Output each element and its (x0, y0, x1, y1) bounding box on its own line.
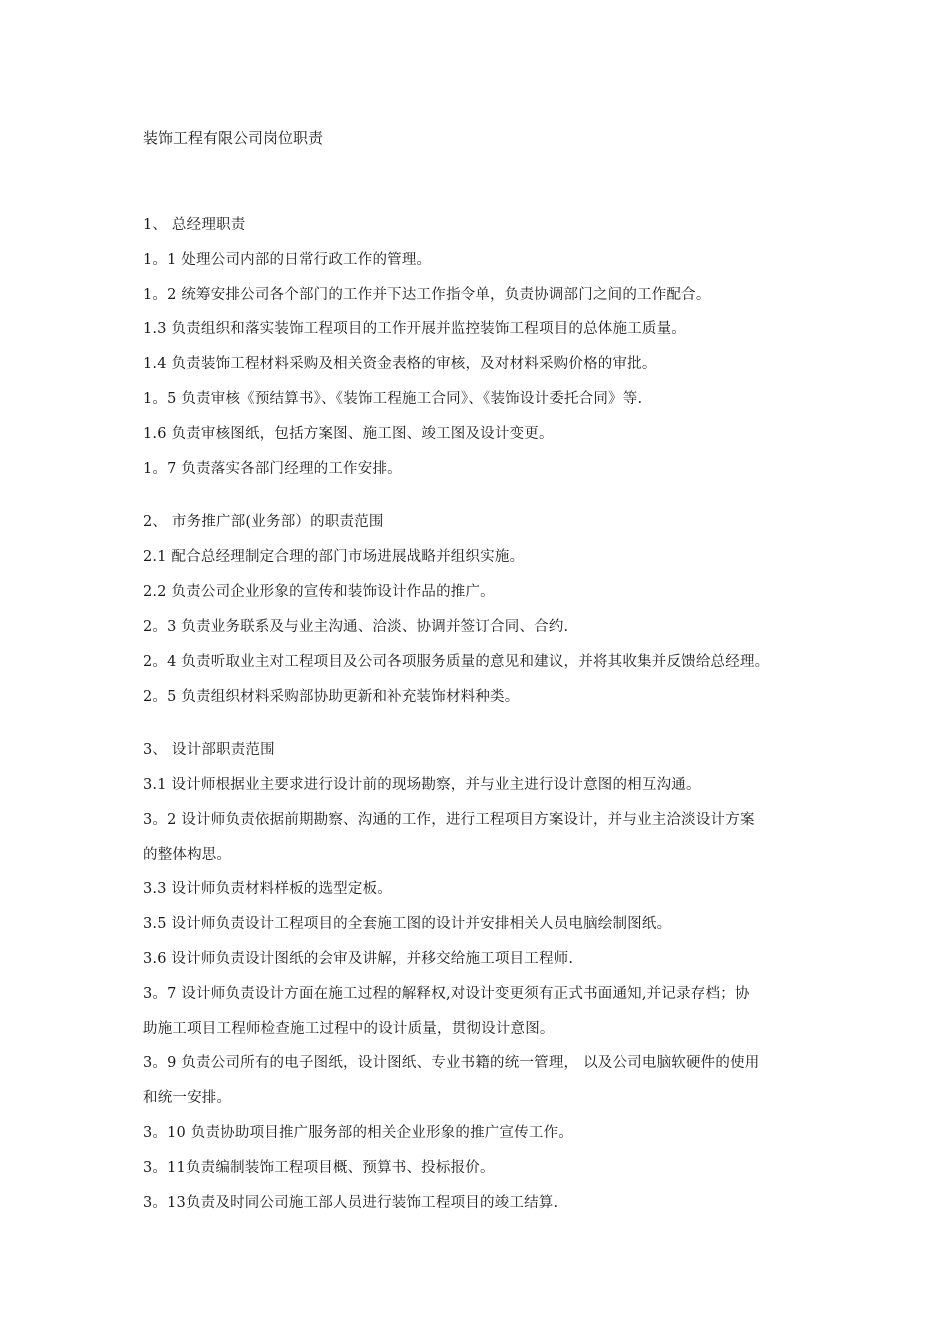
section-2-item: 2.1 配合总经理制定合理的部门市场进展战略并组织实施。 (143, 549, 525, 565)
section-3-item: 3。10 负责协助项目推广服务部的相关企业形象的推广宣传工作。 (143, 1125, 573, 1141)
section-1-item: 1。5 负责审核《预结算书》、《装饰工程施工合同》、《装饰设计委托合同》等. (143, 391, 643, 407)
section-2-item: 2.2 负责公司企业形象的宣传和装饰设计作品的推广。 (143, 584, 495, 600)
section-1-item: 1。7 负责落实各部门经理的工作安排。 (143, 461, 402, 477)
section-3-item: 3。9 负责公司所有的电子图纸，设计图纸、专业书籍的统一管理， 以及公司电脑软硬件的使用 (143, 1055, 760, 1071)
section-3-item: 3。13负责及时同公司施工部人员进行装饰工程项目的竣工结算. (143, 1195, 559, 1211)
section-3-item-continued: 的整体构思。 (143, 847, 232, 863)
section-3-item: 3.1 设计师根据业主要求进行设计前的现场勘察，并与业主进行设计意图的相互沟通。 (143, 777, 701, 793)
section-3-item: 3.5 设计师负责设计工程项目的全套施工图的设计并安排相关人员电脑绘制图纸。 (143, 916, 672, 932)
section-3-item: 3。7 设计师负责设计方面在施工过程的解释权,对设计变更须有正式书面通知,并记录存档；协 (143, 986, 750, 1002)
section-2-item: 2。4 负责听取业主对工程项目及公司各项服务质量的意见和建议，并将其收集并反馈给总经理。 (143, 654, 770, 670)
section-1-item: 1.6 负责审核图纸，包括方案图、施工图、竣工图及设计变更。 (143, 426, 554, 442)
section-3-item-continued: 助施工项目工程师检查施工过程中的设计质量，贯彻设计意图。 (143, 1021, 555, 1037)
section-1-item: 1。2 统筹安排公司各个部门的工作并下达工作指令单，负责协调部门之间的工作配合。 (143, 287, 711, 303)
section-1-item: 1.3 负责组织和落实装饰工程项目的工作开展并监控装饰工程项目的总体施工质量。 (143, 321, 686, 337)
section-1-item: 1.4 负责装饰工程材料采购及相关资金表格的审核，及对材料采购价格的审批。 (143, 356, 657, 372)
section-3-item-continued: 和统一安排。 (143, 1090, 232, 1106)
section-2-heading: 2、 市务推广部(业务部）的职责范围 (143, 514, 384, 530)
section-3-item: 3.6 设计师负责设计图纸的会审及讲解，并移交给施工项目工程师. (143, 951, 574, 967)
section-2-item: 2。3 负责业务联系及与业主沟通、洽淡、协调并签订合同、合约. (143, 619, 569, 635)
section-3-item: 3。11负责编制装饰工程项目概、预算书、投标报价。 (143, 1160, 495, 1176)
section-1-item: 1。1 处理公司内部的日常行政工作的管理。 (143, 252, 432, 268)
section-1-heading: 1、 总经理职责 (143, 217, 246, 233)
document-title: 装饰工程有限公司岗位职责 (143, 129, 324, 147)
section-3-item: 3.3 设计师负责材料样板的选型定板。 (143, 881, 392, 897)
section-3-item: 3。2 设计师负责依据前期勘察、沟通的工作，进行工程项目方案设计，并与业主洽淡设计方案 (143, 812, 755, 828)
section-2-item: 2。5 负责组织材料采购部协助更新和补充装饰材料种类。 (143, 689, 520, 705)
section-3-heading: 3、 设计部职责范围 (143, 742, 275, 758)
